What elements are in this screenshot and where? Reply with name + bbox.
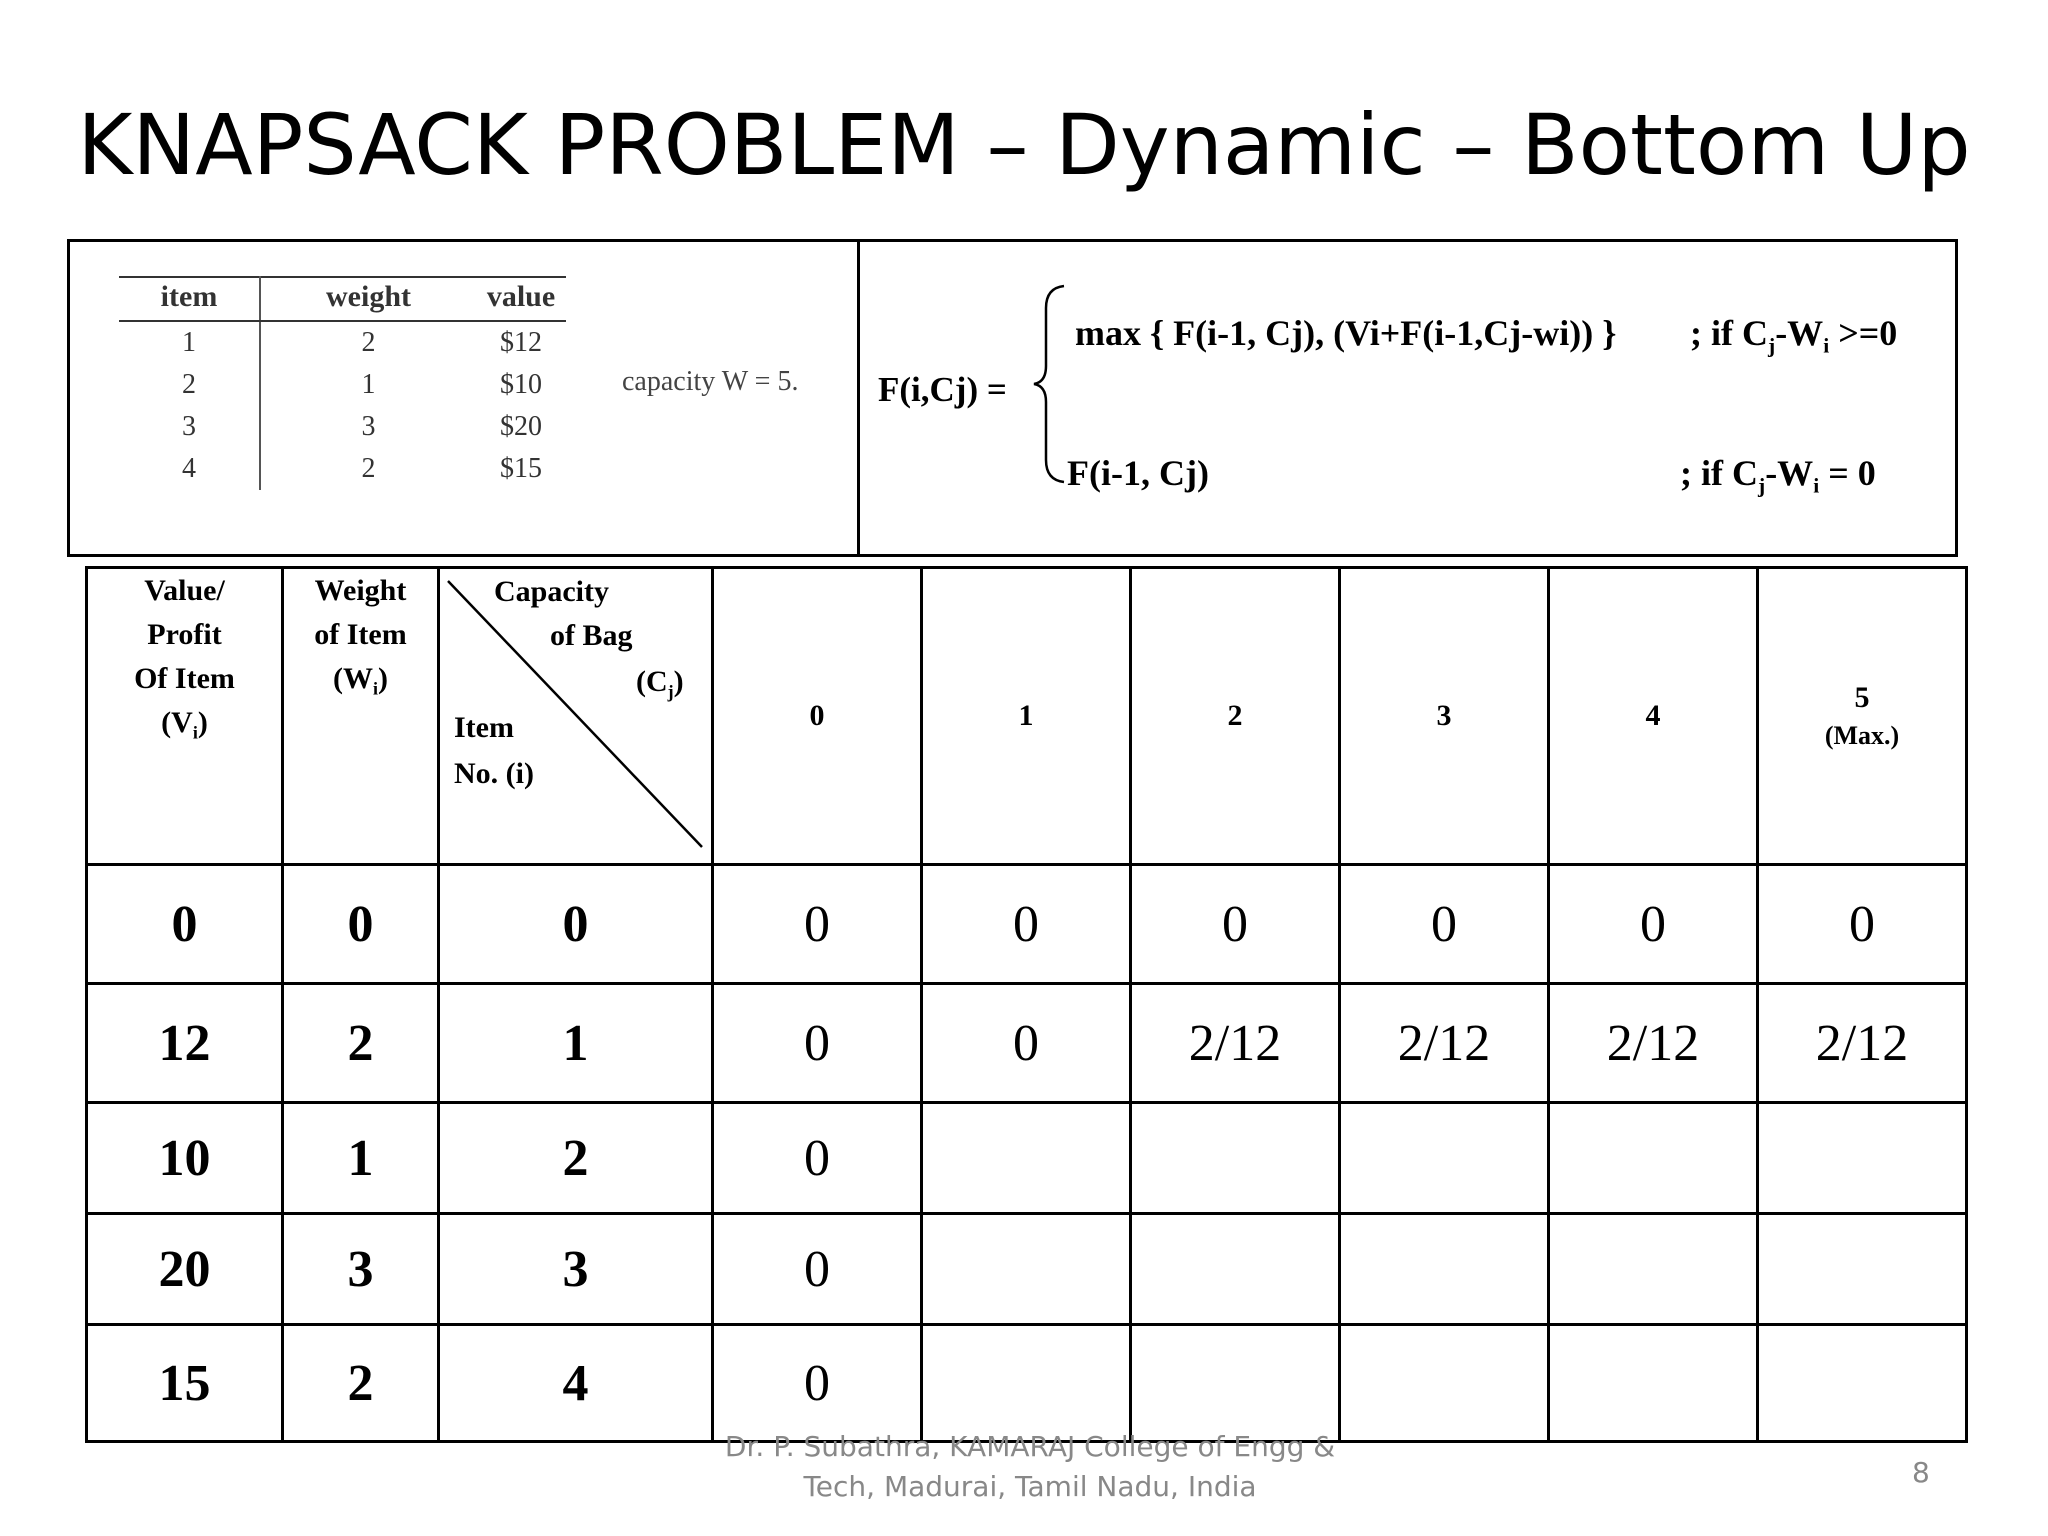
table-cell: 2/12 xyxy=(1758,984,1967,1103)
page-number: 8 xyxy=(1912,1456,1930,1489)
table-cell: 0 xyxy=(713,865,922,984)
formula-case-2: F(i-1, Cj) xyxy=(1067,453,1209,493)
header-weight: Weight of Item $(W_i)$ xyxy=(283,568,439,865)
header-col-5: 5 (Max.) xyxy=(1758,568,1967,865)
items-cell: $12 xyxy=(500,327,542,358)
max-label: (Max.) xyxy=(1824,721,1900,750)
items-header-value: value xyxy=(476,277,566,321)
table-cell: 2/12 xyxy=(1549,984,1758,1103)
cell-value: 0 xyxy=(87,865,283,984)
cell-weight: 2 xyxy=(283,1325,439,1442)
cell-value: 10 xyxy=(87,1103,283,1214)
table-cell xyxy=(1549,1103,1758,1214)
table-cell xyxy=(922,1103,1131,1214)
items-row xyxy=(119,321,566,364)
header-col-4: 4 xyxy=(1549,568,1758,865)
box-divider xyxy=(857,242,860,554)
table-cell xyxy=(1549,1214,1758,1325)
cell-item: 4 xyxy=(439,1325,713,1442)
cell-weight: 3 xyxy=(283,1214,439,1325)
items-table xyxy=(119,276,566,490)
formula-case-2-condition: ; if $C_j-W_i = 0$ xyxy=(1680,453,1876,498)
footer-credit: Dr. P. Subathra, KAMARAJ College of Engg & Tech, Madurai, Tamil Nadu, India xyxy=(724,1430,1336,1503)
table-row xyxy=(87,1325,1967,1442)
table-cell: 0 xyxy=(1758,865,1967,984)
table-row xyxy=(87,1103,1967,1214)
header-col-0: 0 xyxy=(713,568,922,865)
table-row xyxy=(87,1214,1967,1325)
formula-case-1-condition: ; if $C_j-W_i >=0$ xyxy=(1690,313,1898,358)
table-cell xyxy=(1131,1325,1340,1442)
items-header-weight: weight xyxy=(260,277,476,321)
items-cell: 2 xyxy=(361,327,376,358)
table-row xyxy=(87,865,1967,984)
items-cell: $10 xyxy=(500,369,542,400)
table-cell xyxy=(1758,1214,1967,1325)
items-cell: $20 xyxy=(500,411,542,442)
table-cell: 0 xyxy=(922,984,1131,1103)
items-cell: 4 xyxy=(119,448,260,490)
table-cell xyxy=(1758,1325,1967,1442)
table-cell: 0 xyxy=(1549,865,1758,984)
items-row xyxy=(119,406,566,448)
cell-value: 15 xyxy=(87,1325,283,1442)
cell-item: 2 xyxy=(439,1103,713,1214)
header-capacity-item: Capacity of Bag $(C_j)$ Item No. (i) xyxy=(439,568,713,865)
cell-value: 20 xyxy=(87,1214,283,1325)
slide-title: KNAPSACK PROBLEM – Dynamic – Bottom Up xyxy=(77,96,1971,194)
curly-brace-icon xyxy=(1030,284,1070,484)
items-cell: $15 xyxy=(500,453,542,484)
cell-item: 1 xyxy=(439,984,713,1103)
header-col-1: 1 xyxy=(922,568,1131,865)
cell-value: 12 xyxy=(87,984,283,1103)
table-cell xyxy=(1340,1214,1549,1325)
items-row xyxy=(119,364,566,406)
table-cell: 0 xyxy=(922,865,1131,984)
cell-weight: 1 xyxy=(283,1103,439,1214)
table-cell: 2/12 xyxy=(1340,984,1549,1103)
items-cell: 2 xyxy=(361,453,376,484)
formula-case-1: max { F(i-1, Cj), (Vi+F(i-1,Cj-wi)) } xyxy=(1075,313,1617,353)
table-cell: 0 xyxy=(1131,865,1340,984)
table-cell: 0 xyxy=(713,1103,922,1214)
table-cell: 0 xyxy=(713,1214,922,1325)
capacity-text: capacity W = 5. xyxy=(622,366,799,397)
header-col-2: 2 xyxy=(1131,568,1340,865)
cell-weight: 0 xyxy=(283,865,439,984)
table-cell xyxy=(1131,1103,1340,1214)
table-cell xyxy=(1340,1103,1549,1214)
table-cell: 0 xyxy=(713,984,922,1103)
table-cell: 2/12 xyxy=(1131,984,1340,1103)
items-cell: 3 xyxy=(361,411,376,442)
table-cell xyxy=(922,1214,1131,1325)
items-cell: 2 xyxy=(119,364,260,406)
header-col-3: 3 xyxy=(1340,568,1549,865)
header-value: Value/ Profit Of Item $(V_i)$ xyxy=(87,568,283,865)
table-cell: 0 xyxy=(713,1325,922,1442)
dp-header-row xyxy=(87,568,1967,865)
table-cell xyxy=(922,1325,1131,1442)
table-cell xyxy=(1549,1325,1758,1442)
table-cell xyxy=(1340,1325,1549,1442)
table-cell: 0 xyxy=(1340,865,1549,984)
items-header-item: item xyxy=(119,277,260,321)
items-cell: 3 xyxy=(119,406,260,448)
cell-item: 0 xyxy=(439,865,713,984)
items-row xyxy=(119,448,566,490)
items-cell: 1 xyxy=(119,321,260,364)
cell-weight: 2 xyxy=(283,984,439,1103)
formula-lhs: F(i,Cj) = xyxy=(878,370,1007,409)
table-row xyxy=(87,984,1967,1103)
table-cell xyxy=(1758,1103,1967,1214)
dp-table xyxy=(85,566,1968,1443)
table-cell xyxy=(1131,1214,1340,1325)
problem-box xyxy=(67,239,1958,557)
cell-item: 3 xyxy=(439,1214,713,1325)
items-cell: 1 xyxy=(361,369,376,400)
